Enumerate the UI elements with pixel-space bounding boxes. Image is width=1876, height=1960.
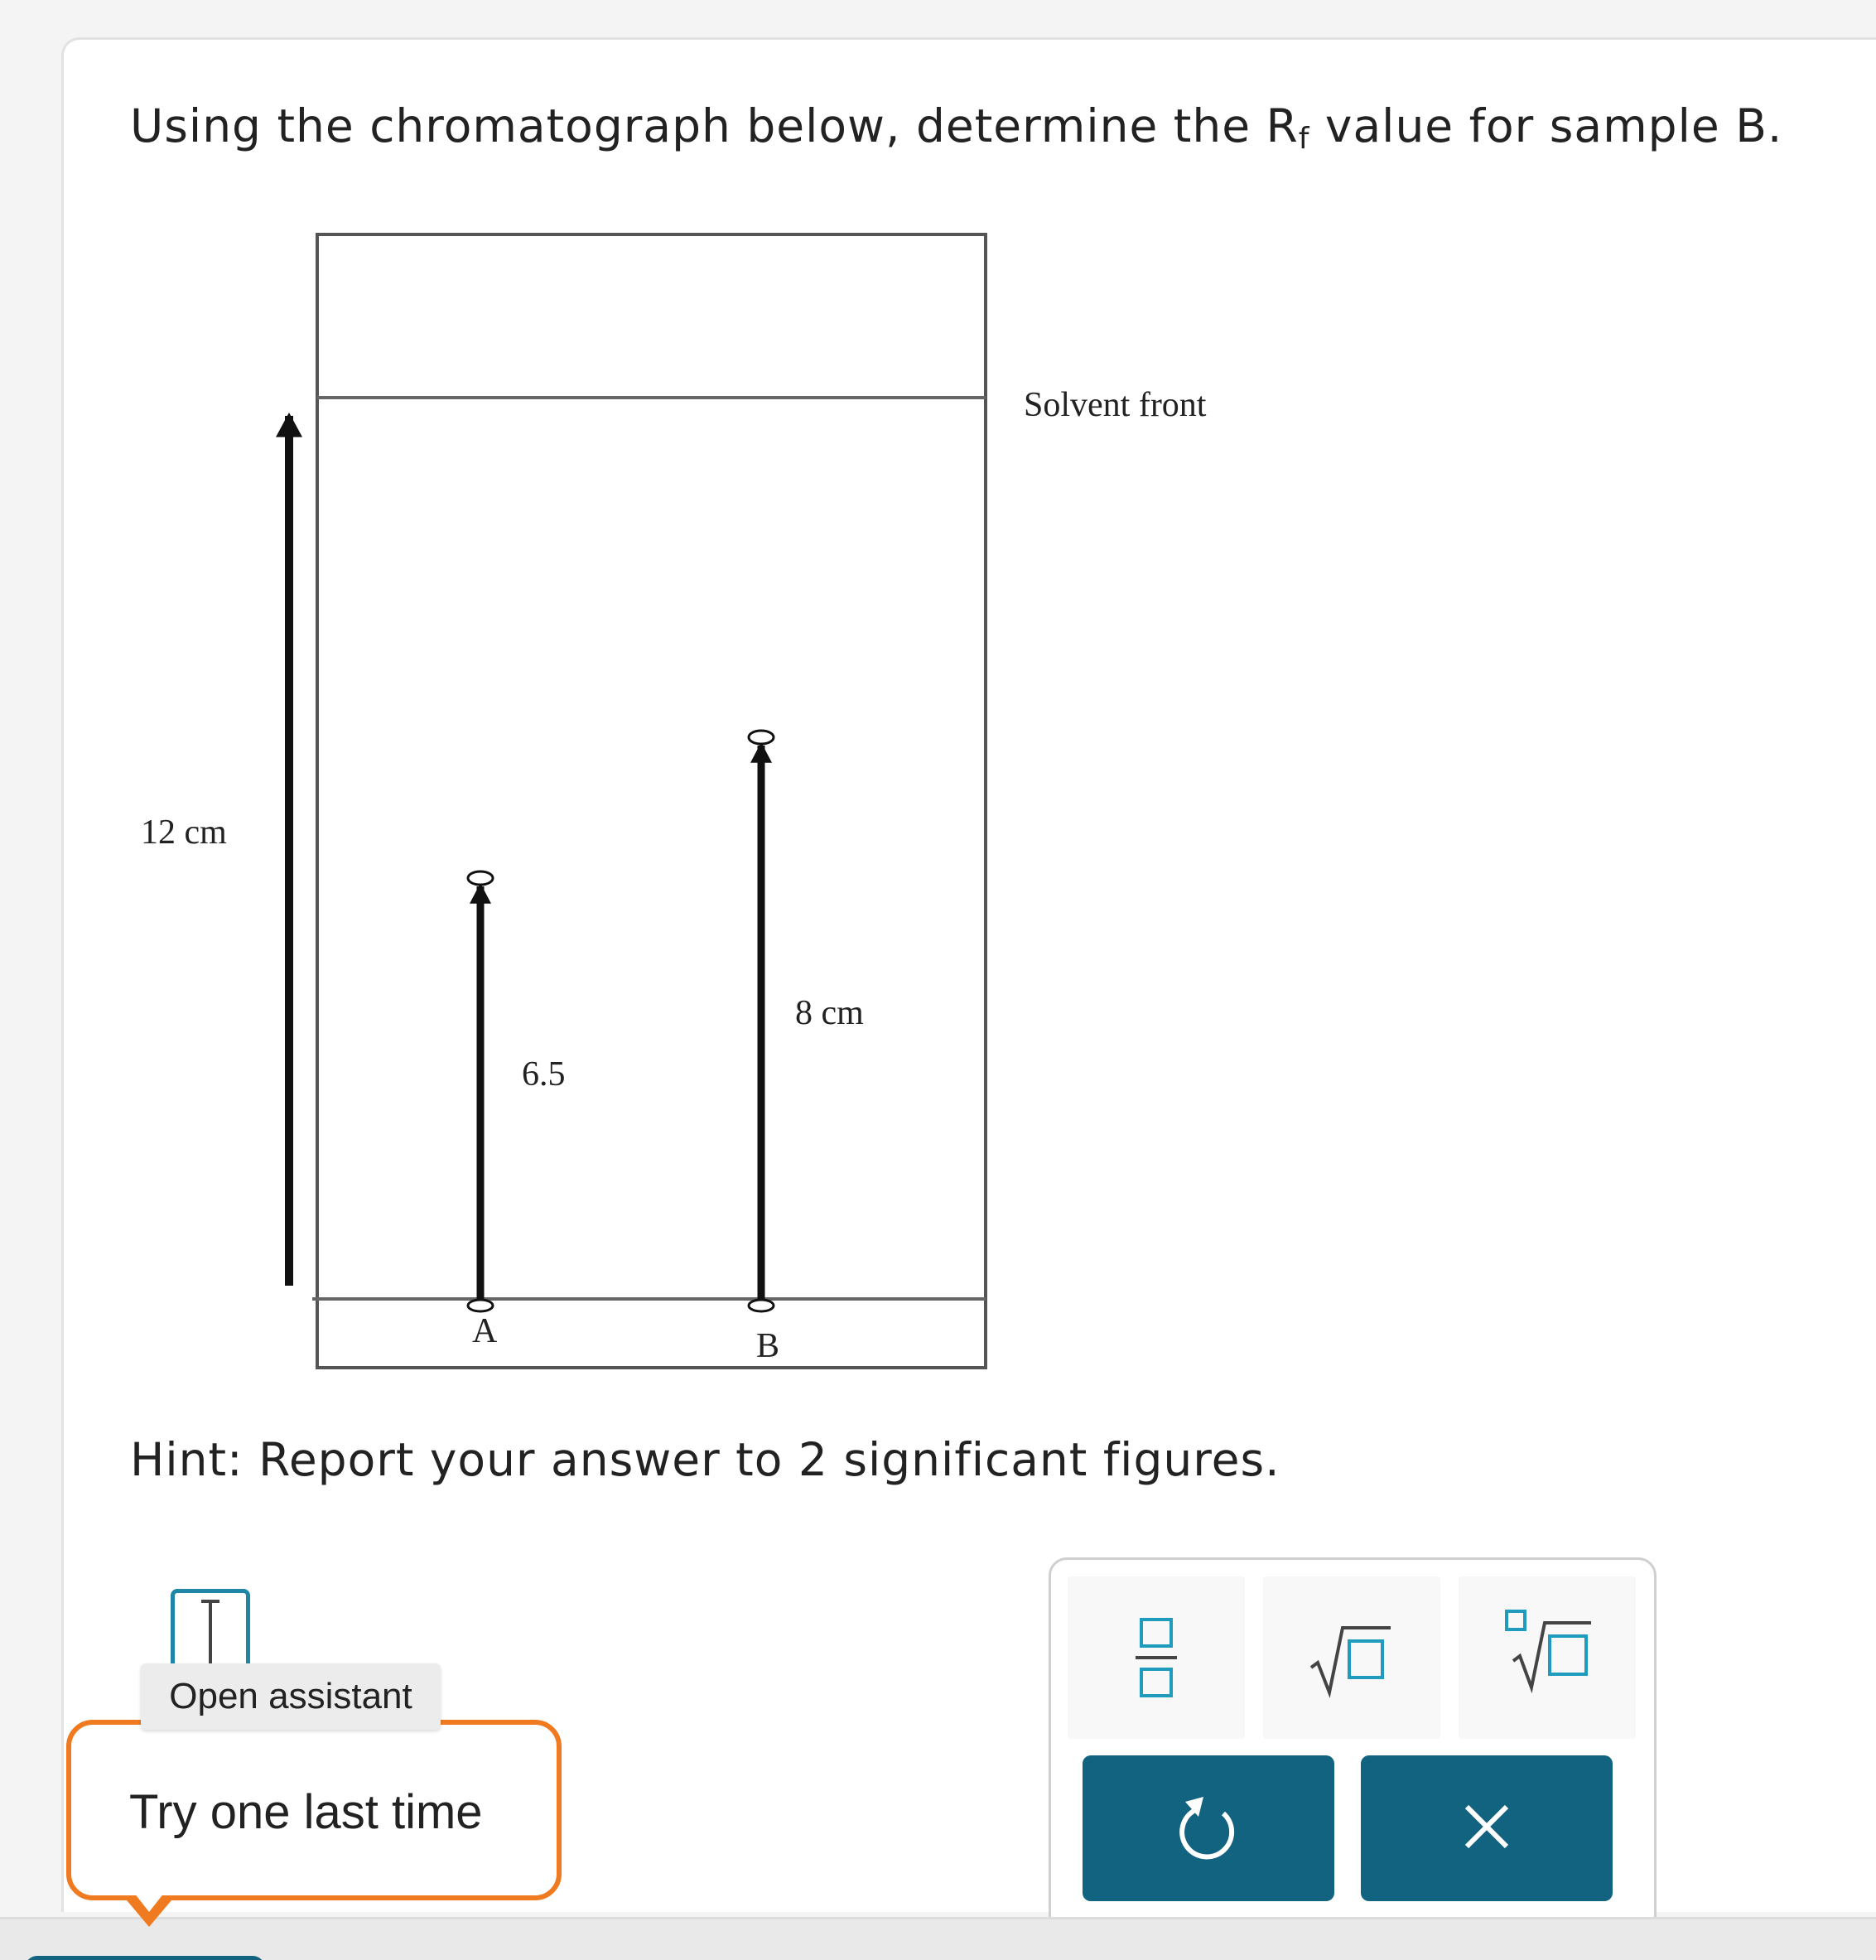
nth-root-icon [1459, 1576, 1636, 1739]
square-root-icon [1263, 1576, 1440, 1739]
question-suffix: value for sample B. [1309, 99, 1783, 152]
hint-text: Hint: Report your answer to 2 significant figures. [130, 1433, 1280, 1486]
fraction-button[interactable] [1068, 1576, 1245, 1739]
question-text [130, 99, 1782, 156]
close-icon [1361, 1755, 1613, 1901]
undo-button[interactable] [1083, 1755, 1334, 1901]
solvent-front-label: Solvent front [1024, 386, 1207, 424]
total-distance-label: 12 cm [141, 813, 227, 852]
sample-b-label: B [756, 1327, 780, 1365]
sample-b-arrow-head [750, 742, 772, 763]
chromatograph-diagram [124, 224, 1284, 1383]
sample-a-spot [468, 871, 493, 885]
sample-b-spot [749, 731, 774, 744]
clear-button[interactable] [1361, 1755, 1613, 1901]
question-subscript: f [1298, 122, 1310, 156]
chromatography-paper [317, 234, 986, 1368]
sample-a-label: A [472, 1312, 498, 1350]
feedback-bubble [66, 1720, 562, 1900]
math-palette [1049, 1557, 1657, 1955]
bottom-action-button[interactable] [25, 1956, 265, 1960]
nth-root-button[interactable] [1459, 1576, 1636, 1739]
fraction-icon [1068, 1576, 1245, 1739]
undo-icon [1083, 1755, 1334, 1901]
sample-a-arrow-head [470, 883, 491, 904]
bubble-tail [123, 1895, 176, 1927]
open-assistant-tooltip: Open assistant [141, 1663, 441, 1730]
bottom-bar [0, 1917, 1876, 1960]
square-root-button[interactable] [1263, 1576, 1440, 1739]
sample-b-origin [749, 1300, 774, 1311]
feedback-text: Try one last time [129, 1785, 483, 1839]
sample-a-origin [468, 1300, 493, 1311]
solvent-arrow-head [276, 413, 302, 437]
question-prefix: Using the chromatograph below, determine the R [130, 99, 1299, 152]
sample-a-distance-label: 6.5 [522, 1055, 566, 1093]
sample-b-distance-label: 8 cm [795, 994, 864, 1032]
